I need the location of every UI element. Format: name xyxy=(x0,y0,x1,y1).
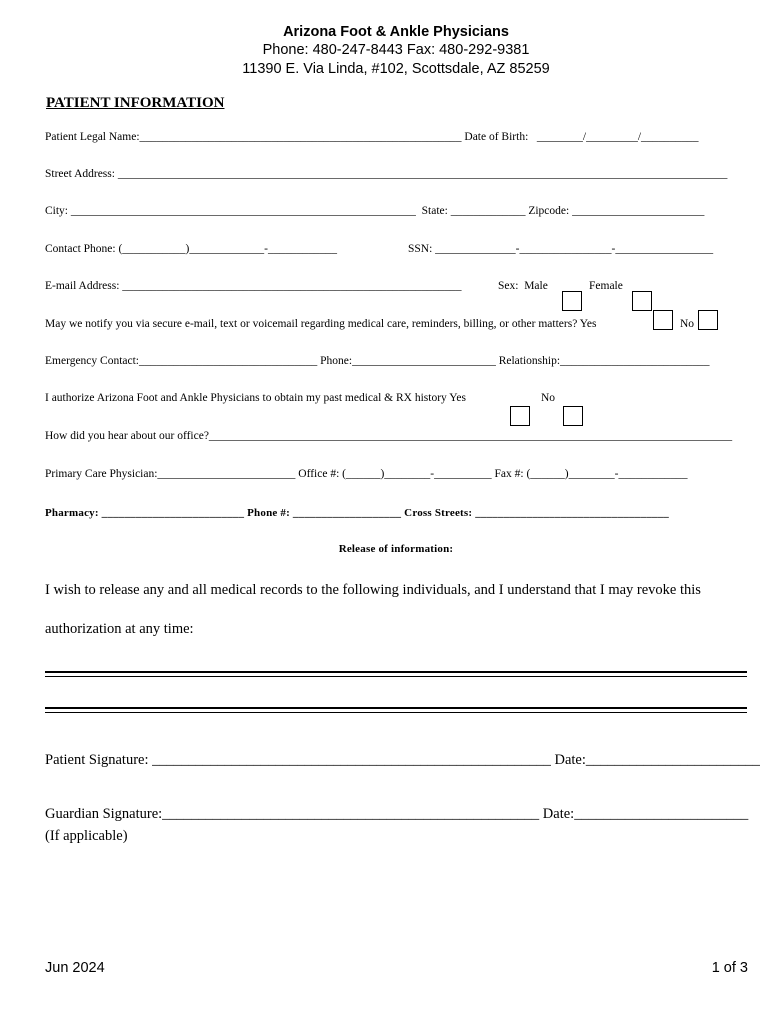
notify-yes-checkbox[interactable] xyxy=(653,310,673,330)
practice-phone-fax: Phone: 480-247-8443 Fax: 480-292-9381 xyxy=(262,42,530,58)
release-recipient-line-2[interactable] xyxy=(45,707,747,713)
sex-male-checkbox[interactable] xyxy=(562,291,582,311)
authorize-no-label: No xyxy=(541,392,556,404)
practice-address: 11390 E. Via Linda, #102, Scottsdale, AZ 85259 xyxy=(242,61,550,77)
footer-date: Jun 2024 xyxy=(45,960,105,976)
release-title: Release of information: xyxy=(338,543,454,555)
primary-care-field[interactable]: Primary Care Physician:________________________ Office #: (______)________-__________ Fax #: (______)________-____________ xyxy=(45,468,688,480)
sex-label: Sex: Male xyxy=(498,280,548,292)
release-recipient-line-1[interactable] xyxy=(45,671,747,677)
guardian-signature-field[interactable]: Guardian Signature:____________________________________________________ Date:________________________ xyxy=(45,806,749,822)
legal-name-field[interactable]: Patient Legal Name:________________________________________________________ Date of Birth: ________/_________/__________ xyxy=(45,131,699,143)
female-label: Female xyxy=(589,280,623,292)
practice-name: Arizona Foot & Ankle Physicians xyxy=(283,24,509,40)
city-state-zip-field[interactable]: City: ____________________________________________________________ State: _____________ Zipcode: _______________________ xyxy=(45,205,705,217)
authorize-history-question: I authorize Arizona Foot and Ankle Physicians to obtain my past medical & RX history Yes xyxy=(45,392,466,404)
notify-no-checkbox[interactable] xyxy=(698,310,718,330)
page-number: 1 of 3 xyxy=(711,960,748,976)
street-address-field[interactable]: Street Address: __________________________________________________________________________________________________________ xyxy=(45,168,728,180)
sex-female-checkbox[interactable] xyxy=(632,291,652,311)
release-text-line-1: I wish to release any and all medical records to the following individuals, and I understand that I may revoke this xyxy=(45,582,701,598)
pharmacy-field[interactable]: Pharmacy: _________________________ Phone #: ___________________ Cross Streets: __________________________________ xyxy=(45,507,670,519)
authorize-yes-checkbox[interactable] xyxy=(510,406,530,426)
authorize-no-checkbox[interactable] xyxy=(563,406,583,426)
notify-no-label: No xyxy=(680,318,695,330)
section-title: PATIENT INFORMATION xyxy=(46,95,225,111)
notify-consent-question: May we notify you via secure e-mail, text or voicemail regarding medical care, reminders, billing, or other matters? Yes xyxy=(45,318,597,330)
release-text-line-2: authorization at any time: xyxy=(45,621,194,637)
patient-signature-field[interactable]: Patient Signature: _______________________________________________________ Date:________________________ xyxy=(45,752,760,768)
email-field[interactable]: E-mail Address: ___________________________________________________________ xyxy=(45,280,462,292)
emergency-contact-field[interactable]: Emergency Contact:_______________________________ Phone:_________________________ Relationship:__________________________ xyxy=(45,355,710,367)
ssn-field[interactable]: SSN: ______________-________________-_________________ xyxy=(408,243,714,255)
referral-source-field[interactable]: How did you hear about our office?___________________________________________________________________________________________ xyxy=(45,430,733,442)
contact-phone-field[interactable]: Contact Phone: (___________)_____________-____________ xyxy=(45,243,337,255)
guardian-note: (If applicable) xyxy=(45,828,128,844)
